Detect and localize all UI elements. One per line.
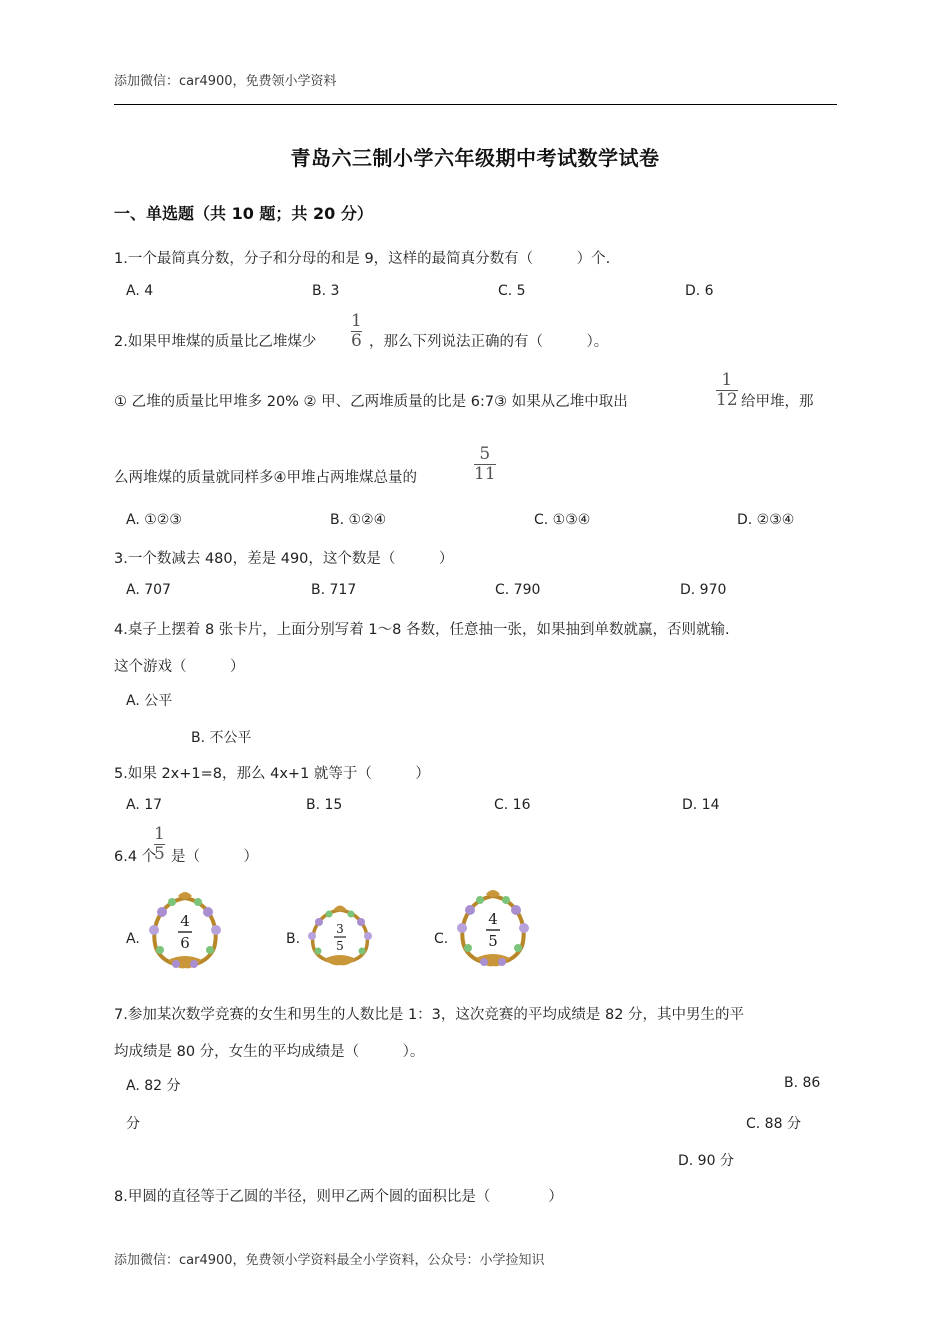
question-5: 5.如果 2x+1=8，那么 4x+1 就等于（ ） bbox=[114, 766, 430, 782]
q2-option-c[interactable]: C. ①③④ bbox=[534, 512, 591, 528]
question-2-line-1b: ，那么下列说法正确的有（ ）。 bbox=[369, 334, 609, 350]
question-2-line-3: 么两堆煤的质量就同样多④甲堆占两堆煤总量的 bbox=[114, 470, 417, 486]
q2-option-a[interactable]: A. ①②③ bbox=[126, 512, 182, 528]
question-2-line-2b: 给甲堆，那 bbox=[741, 394, 814, 410]
question-8: 8.甲圆的直径等于乙圆的半径，则甲乙两个圆的面积比是（ ） bbox=[114, 1189, 563, 1205]
q1-option-c[interactable]: C. 5 bbox=[498, 283, 526, 299]
q2-frac-num: 1 bbox=[351, 311, 362, 331]
footer-note: 添加微信：car4900，免费领小学资料最全小学资料，公众号：小学捡知识 bbox=[114, 1253, 545, 1268]
header-divider bbox=[114, 104, 837, 105]
q3-option-c[interactable]: C. 790 bbox=[495, 582, 541, 598]
q4-option-a[interactable]: A. 公平 bbox=[126, 693, 173, 709]
header-note: 添加微信：car4900，免费领小学资料 bbox=[114, 74, 337, 89]
q7-option-b[interactable]: B. 86 bbox=[784, 1075, 821, 1091]
page-title: 青岛六三制小学六年级期中考试数学试卷 bbox=[290, 146, 660, 170]
question-7-line-2: 均成绩是 80 分，女生的平均成绩是（ ）。 bbox=[114, 1044, 425, 1060]
wreath-b-num: 3 bbox=[336, 922, 344, 936]
q3-option-d[interactable]: D. 970 bbox=[680, 582, 727, 598]
question-2-line-1a: 2.如果甲堆煤的质量比乙堆煤少 bbox=[114, 334, 317, 350]
q7-option-c[interactable]: C. 88 分 bbox=[746, 1116, 801, 1132]
q5-option-c[interactable]: C. 16 bbox=[494, 797, 531, 813]
q2-frac2-den: 12 bbox=[716, 390, 738, 410]
wreath-c-num: 4 bbox=[488, 910, 498, 928]
q7-option-a[interactable]: A. 82 分 bbox=[126, 1078, 181, 1094]
question-4-line-1: 4.桌子上摆着 8 张卡片，上面分别写着 1～8 各数，任意抽一张，如果抽到单数就赢，否则就输. bbox=[114, 622, 730, 638]
q6-option-b-label[interactable]: B. bbox=[286, 931, 301, 947]
q2-option-b[interactable]: B. ①②④ bbox=[330, 512, 387, 528]
question-6-a: 6.4 个 bbox=[114, 849, 157, 865]
question-4-line-2: 这个游戏（ ） bbox=[114, 659, 245, 675]
q2-frac2-num: 1 bbox=[721, 370, 733, 390]
q4-option-b[interactable]: B. 不公平 bbox=[191, 730, 252, 746]
question-6-b: 是（ ） bbox=[171, 849, 258, 865]
question-3: 3.一个数减去 480，差是 490，这个数是（ ） bbox=[114, 551, 454, 567]
q7-option-b-unit[interactable]: 分 bbox=[126, 1116, 140, 1132]
q5-option-b[interactable]: B. 15 bbox=[306, 797, 343, 813]
section-heading: 一、单选题（共 10 题；共 20 分） bbox=[114, 204, 373, 223]
q2-option-d[interactable]: D. ②③④ bbox=[737, 512, 795, 528]
q6-frac-den: 5 bbox=[154, 844, 165, 864]
q6-option-a-label[interactable]: A. bbox=[126, 931, 140, 947]
fraction-one-twelfth bbox=[716, 372, 738, 409]
wreath-b-den: 5 bbox=[336, 939, 344, 953]
q1-option-d[interactable]: D. 6 bbox=[685, 283, 714, 299]
question-1: 1.一个最简真分数，分子和分母的和是 9，这样的最简真分数有（ ）个. bbox=[114, 251, 611, 267]
q1-option-b[interactable]: B. 3 bbox=[312, 283, 340, 299]
wreath-a-num: 4 bbox=[180, 912, 190, 930]
fraction-one-fifth bbox=[154, 826, 165, 863]
wreath-c-den: 5 bbox=[488, 932, 498, 950]
wreath-a-den: 6 bbox=[180, 934, 190, 952]
fraction-five-elevenths bbox=[474, 446, 496, 483]
q5-option-a[interactable]: A. 17 bbox=[126, 797, 163, 813]
wreath-decoration bbox=[149, 892, 221, 968]
q2-frac3-num: 5 bbox=[479, 444, 491, 464]
wreath-decoration bbox=[457, 890, 529, 966]
q3-option-a[interactable]: A. 707 bbox=[126, 582, 171, 598]
fraction-one-sixth bbox=[351, 313, 362, 350]
question-2-line-2a: ① 乙堆的质量比甲堆多 20% ② 甲、乙两堆质量的比是 6:7③ 如果从乙堆中取出 bbox=[114, 394, 628, 410]
q2-frac-den: 6 bbox=[351, 331, 362, 351]
wreath-frame-a[interactable] bbox=[142, 890, 228, 972]
wreath-frame-b[interactable] bbox=[302, 904, 378, 968]
q1-option-a[interactable]: A. 4 bbox=[126, 283, 154, 299]
q2-frac3-den: 11 bbox=[474, 464, 496, 484]
q6-option-c-label[interactable]: C. bbox=[434, 931, 449, 947]
wreath-frame-c[interactable] bbox=[450, 888, 536, 972]
question-7-line-1: 7.参加某次数学竞赛的女生和男生的人数比是 1：3，这次竞赛的平均成绩是 82 分，其中男生的平 bbox=[114, 1007, 745, 1023]
q5-option-d[interactable]: D. 14 bbox=[682, 797, 720, 813]
q3-option-b[interactable]: B. 717 bbox=[311, 582, 357, 598]
q6-frac-num: 1 bbox=[154, 824, 165, 844]
q7-option-d[interactable]: D. 90 分 bbox=[678, 1153, 734, 1169]
